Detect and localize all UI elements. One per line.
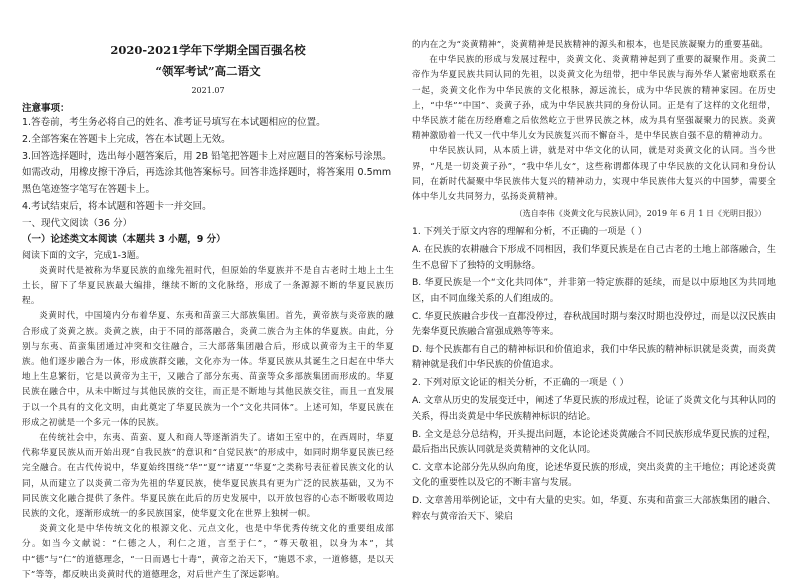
notice-item: 3.回答选择题时，选出每小题答案后，用 2B 铅笔把答题卡上对应题目的答案标号涂黑。如需改动，用橡皮擦干净后，再选涂其他答案标号。回答非选择题时，将答案用 0.5mm 黑色笔迹签字笔写在答题卡上。 [22, 150, 392, 196]
exam-title-line1: 2020-2021学年下学期全国百强名校 [110, 43, 306, 57]
notice-item: 4.考试结束后，将本试题和答题卡一并交回。 [22, 200, 212, 212]
article-paragraph: 炎黄时代是被称为华夏民族的血缘先祖时代，但原始的华夏族并不是自古老时土地上土生土长，留下了华夏民族最大编排，继续不断的文化脉络，形成了一条源源不断的华夏民族历程。 [22, 265, 394, 307]
question-option: C. 华夏民族融合步伐一直都没停过，春秋战国时期与秦汉时期也没停过，而是以汉民族由先秦华夏民族融合富强成熟等等来。 [412, 310, 776, 338]
notice-item: 1.答卷前，考生务必将自己的姓名、准考证号填写在本试题相应的位置。 [22, 117, 326, 128]
article-paragraph: 在中华民族的形成与发展过程中，炎黄文化、炎黄精神起到了重要的凝聚作用。炎黄二帝作为华夏民族共同认同的先祖，以炎黄文化为纽带，把中华民族与海外华人紧密地联系在一起，炎黄文化作为中华民族的文化根脉，源远流长，成为中华民族的精神家园。在历史上，“中华”“中国”、炎黄子孙，成为中华民族共同的身份认同。正是有了这样的文化纽带，中华民族才能在历经磨难之后依然屹立于世界民族之林，成为具有坚强凝聚力的民族。炎黄精神激励着一代又一代中华儿女为民族复兴而不懈奋斗，是中华民族自强不息的精神动力。 [412, 55, 776, 142]
notice-heading: 注意事项： [22, 103, 70, 114]
left-column [22, 0, 394, 580]
article-paragraph: 在传统社会中，东夷、苗蛮、夏人和商人等逐渐消失了。诸如王室中的，在西周时，华夏代称华夏民族从而开始出现“自我民族”的意识和“自觉民族”的形成中，如同时期华夏民族已经完全融合。在古代传说中，华夏始终围绕“华”“夏”“诸夏”“华夏”之类称号表征着民族文化的认同，从而建立了以炎黄二帝为先祖的华夏民族，使华夏民族具有更为广泛的民族基础，又为不同民族文化融合提供了条件。华夏民族在此后的历史发展中，以开放包容的心态不断吸收周边民族的文化，逐渐形成统一的多民族国家，使华夏文化在世界上独树一帜。 [22, 433, 394, 520]
article-paragraph: 炎黄时代，中国境内分布着华夏、东夷和苗蛮三大部族集团。首先，黄帝族与炎帝族的融合形成了炎黄之族。炎黄之族，由于不同的部落融合，炎黄二族合为主体的华夏族。由此，分别与东夷、苗蛮集团通过冲突和交往融合，三大部落集团融合后，形成以黄帝为主干的华夏族。他们逐步融合为一体，形成族群交融，文化亦为一体。华夏民族从其诞生之日起在中华大地上生息繁衍，它是以黄帝为主干，又融合了部分东夷、苗蛮等众多部族集团而形成的。华夏民族在融合中，从未中断过与其他民族的交往，而正是不断地与其他民族交往，而且一直发展于以一个具有的文化文明，由此奠定了华夏民族为一个“文化共同体”。上述可知，华夏民族在形成之初就是一个多元一体的民族。 [22, 311, 394, 428]
article-paragraph: 炎黄文化是中华传统文化的根源文化、元点文化，也是中华优秀传统文化的重要组成部分。如当今文献说：“仁德之人，利仁之道，言至于仁”，“尊天敬祖，以身为本”，其中“德”与“仁”的道德理念，“一日而遇七十毒”，黄帝之治天下，“施恩不求，一道修德，是以天下”等等，都反映出炎黄时代的道德理念，对后世产生了深远影响。 [22, 524, 394, 580]
section-heading: 一、现代文阅读（36 分） [22, 217, 133, 229]
question-option: D. 文章善用举例论证，文中有大量的史实。如，华夏、东夷和苗蛮三大部族集团的融合、粹农与黄帝治天下、梁启 [412, 495, 776, 522]
subsection-heading: （一）论述类文本阅读（本题共 3 小题，9 分） [22, 233, 226, 245]
question-option: A. 在民族的农耕融合下形成不同相因，我们华夏民族是在自己古老的土地上部落融合，生生不息留下了独特的文明脉络。 [412, 244, 776, 271]
article-paragraph: 中华民族认同，从本质上讲，就是对中华文化的认同，就是对炎黄文化的认同。当今世界，“凡是一切炎黄子孙”，“我中华儿女”，这些称谓都体现了中华民族的文化认同和身份认同，在新时代凝聚中华民族伟大复兴的精神动力，实现中华民族伟大复兴的中国梦，需要全体中华儿女共同努力，弘扬炎黄精神。 [412, 146, 776, 203]
exam-title-line2: “领军考试”高二语文 [155, 64, 261, 78]
question-option: D. 每个民族都有自己的精神标识和价值追求，我们中华民族的精神标识就是炎黄，而炎黄精神就是我们中华民族的价值追求。 [412, 344, 776, 371]
question-stem: 1. 下列关于原文内容的理解和分析，不正确的一项是（ ） [412, 226, 648, 238]
right-column [412, 0, 776, 562]
question-option: B. 全文是总分总结构，开头提出问题，本论论述炎黄融合不同民族形成华夏民族的过程，最后指出民族认同就是炎黄精神的文化认同。 [412, 428, 776, 456]
exam-date: 2021.07 [191, 86, 225, 95]
article-paragraph: 的内在之为“炎黄精神”，炎黄精神是民族精神的源头和根本，也是民族凝聚力的重要基础。 [412, 40, 769, 50]
reading-instruction: 阅读下面的文字，完成1-3题。 [22, 250, 145, 261]
question-stem: 2. 下列对原文论证的相关分析，不正确的一项是（ ） [412, 377, 629, 389]
top-spacer [412, 0, 776, 38]
question-option: C. 文章本论部分先从纵向角度，论述华夏民族的形成，突出炎黄的主干地位；再论述炎黄文化的重要性以及它的不断丰富与发展。 [412, 461, 776, 489]
notice-item: 2.全部答案在答题卡上完成，答在本试题上无效。 [22, 133, 231, 145]
question-option: B. 华夏民族是一个“文化共同体”，并非第一特定族群的延续，而是以中原地区为共同地区，由不同血缘关系的人们组成的。 [412, 277, 776, 304]
article-source: （选自李伟《炎黄文化与民族认同》，2019 年 6 月 1 日《光明日报》） [514, 209, 766, 219]
question-option: A. 文章从历史的发展变迁中，阐述了华夏民族的形成过程，论证了炎黄文化与其种认同的关系，得出炎黄是中华民族精神标识的结论。 [412, 395, 776, 422]
